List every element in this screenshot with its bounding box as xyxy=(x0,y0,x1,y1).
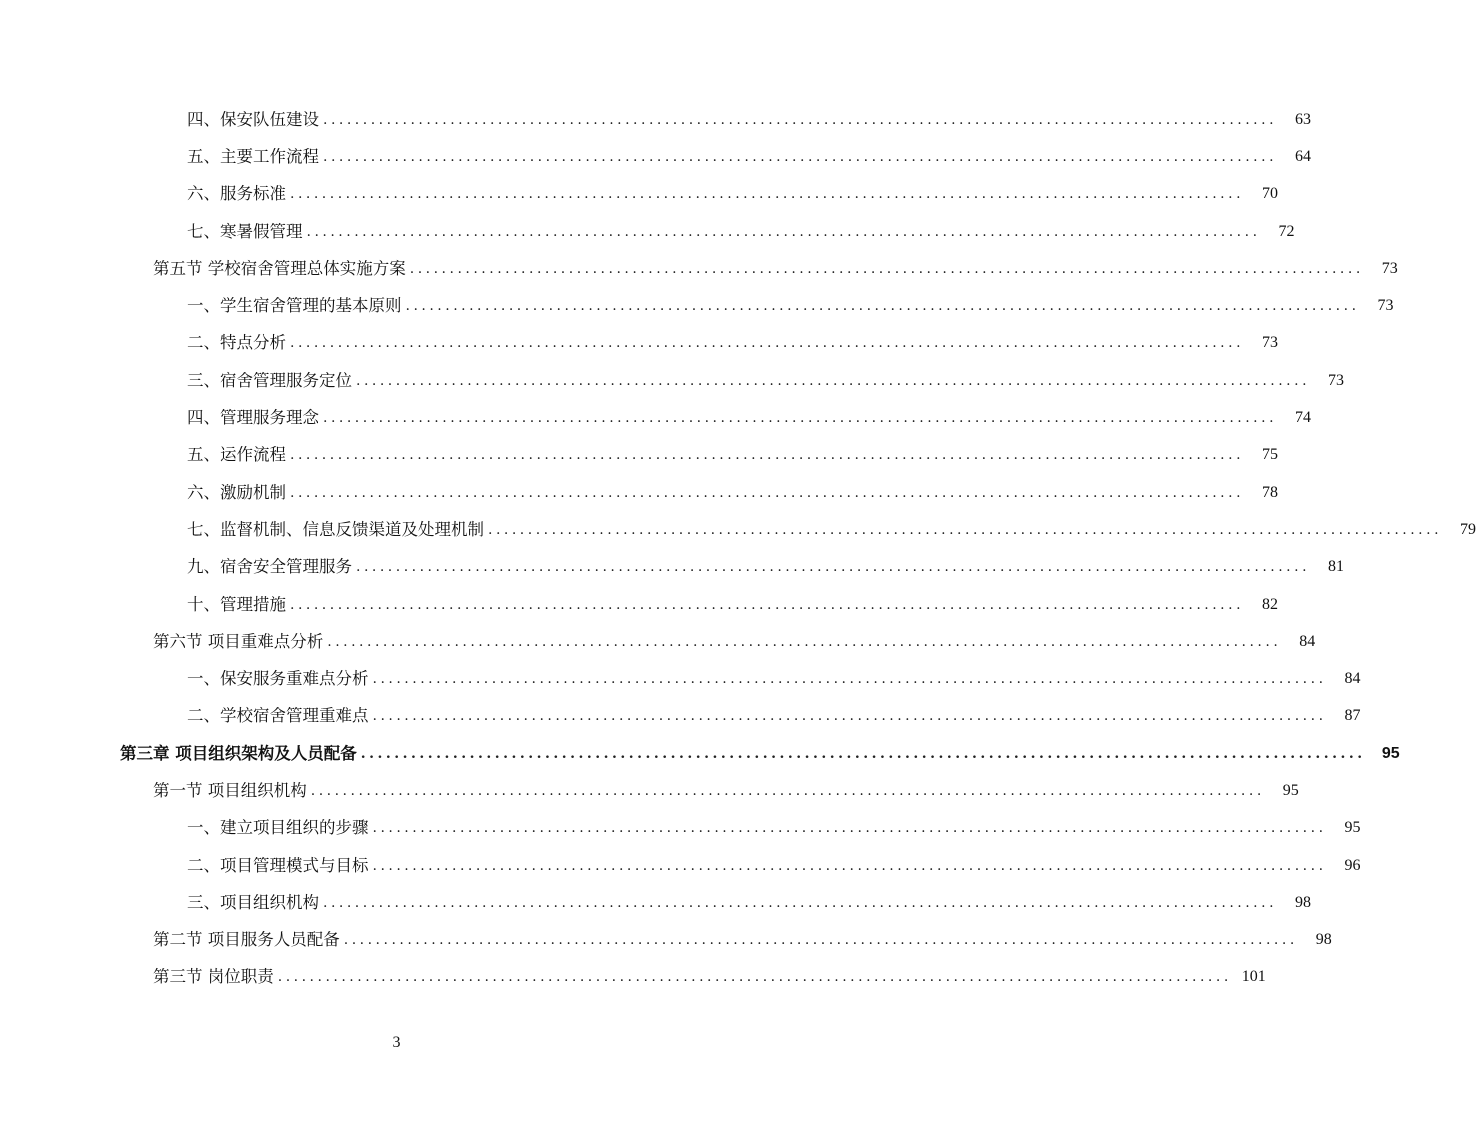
toc-entry-title: 五、运作流程 xyxy=(187,445,286,465)
toc-entry-page-number: 98 xyxy=(1295,893,1312,911)
toc-entry-title: 第三节 岗位职责 xyxy=(153,967,274,987)
toc-subsection-entry[interactable] xyxy=(0,325,1279,362)
toc-subsection-entry[interactable] xyxy=(0,287,1394,324)
toc-entry-title: 十、管理措施 xyxy=(187,594,286,614)
toc-entry-title: 第五节 学校宿舍管理总体实施方案 xyxy=(153,258,406,278)
table-of-contents xyxy=(0,101,1476,996)
toc-entry-page-number: 95 xyxy=(1344,819,1361,837)
toc-subsection-entry[interactable] xyxy=(0,437,1279,474)
toc-entry-title: 一、学生宿舍管理的基本原则 xyxy=(187,296,402,316)
toc-dot-leader: ........................................................................................................................ xyxy=(290,335,1245,352)
toc-entry-page-number: 82 xyxy=(1262,595,1279,613)
toc-subsection-entry[interactable] xyxy=(0,362,1345,399)
toc-entry-page-number: 72 xyxy=(1278,222,1295,240)
toc-entry-title: 九、宿舍安全管理服务 xyxy=(187,557,352,577)
toc-entry-page-number: 84 xyxy=(1299,632,1316,650)
toc-entry-page-number: 84 xyxy=(1344,670,1361,688)
toc-dot-leader: ........................................................................................................................ xyxy=(323,148,1278,165)
toc-entry-title: 六、激励机制 xyxy=(187,482,286,502)
toc-entry-title: 四、管理服务理念 xyxy=(187,408,319,428)
toc-section-entry[interactable] xyxy=(0,623,1316,660)
toc-entry-title: 七、寒暑假管理 xyxy=(187,221,303,241)
toc-subsection-entry[interactable] xyxy=(0,810,1361,847)
toc-subsection-entry[interactable] xyxy=(0,138,1312,175)
toc-dot-leader: ........................................................................................................................ xyxy=(323,111,1278,128)
toc-entry-page-number: 87 xyxy=(1344,707,1361,725)
toc-entry-title: 第六节 项目重难点分析 xyxy=(153,631,324,651)
toc-entry-page-number: 98 xyxy=(1315,931,1332,949)
toc-entry-title: 第一节 项目组织机构 xyxy=(153,780,307,800)
toc-dot-leader: ........................................................................................................................ xyxy=(290,447,1245,464)
toc-entry-title: 五、主要工作流程 xyxy=(187,146,319,166)
toc-dot-leader: ........................................................................................................................ xyxy=(372,671,1327,688)
toc-subsection-entry[interactable] xyxy=(0,884,1312,921)
toc-section-entry[interactable] xyxy=(0,922,1332,959)
toc-entry-page-number: 75 xyxy=(1262,446,1279,464)
toc-entry-title: 七、监督机制、信息反馈渠道及处理机制 xyxy=(187,519,484,539)
toc-dot-leader: ........................................................................................................................ xyxy=(360,745,1366,762)
toc-entry-page-number: 78 xyxy=(1262,483,1279,501)
toc-entry-page-number: 79 xyxy=(1460,520,1476,538)
toc-entry-title: 第二节 项目服务人员配备 xyxy=(153,930,340,950)
toc-dot-leader: ........................................................................................................................ xyxy=(277,969,1232,986)
toc-subsection-entry[interactable] xyxy=(0,474,1279,511)
toc-subsection-entry[interactable] xyxy=(0,660,1361,697)
toc-dot-leader: ........................................................................................................................ xyxy=(306,223,1261,240)
toc-entry-title: 一、保安服务重难点分析 xyxy=(187,669,369,689)
toc-dot-leader: ........................................................................................................................ xyxy=(310,782,1265,799)
toc-entry-page-number: 63 xyxy=(1295,110,1312,128)
toc-dot-leader: ........................................................................................................................ xyxy=(356,559,1311,576)
toc-entry-page-number: 73 xyxy=(1262,334,1279,352)
toc-entry-title: 六、服务标准 xyxy=(187,184,286,204)
toc-entry-title: 四、保安队伍建设 xyxy=(187,109,319,129)
toc-entry-page-number: 95 xyxy=(1282,781,1299,799)
toc-entry-title: 二、学校宿舍管理重难点 xyxy=(187,706,369,726)
toc-entry-title: 二、项目管理模式与目标 xyxy=(187,855,369,875)
toc-entry-page-number: 81 xyxy=(1328,558,1345,576)
toc-subsection-entry[interactable] xyxy=(0,399,1312,436)
toc-dot-leader: ........................................................................................................................ xyxy=(372,857,1327,874)
toc-dot-leader: ........................................................................................................................ xyxy=(372,708,1327,725)
toc-dot-leader: ........................................................................................................................ xyxy=(488,521,1443,538)
toc-entry-page-number: 73 xyxy=(1381,259,1398,277)
toc-entry-title: 二、特点分析 xyxy=(187,333,286,353)
toc-dot-leader: ........................................................................................................................ xyxy=(290,186,1245,203)
toc-entry-page-number: 64 xyxy=(1295,147,1312,165)
toc-dot-leader: ........................................................................................................................ xyxy=(323,894,1278,911)
toc-dot-leader: ........................................................................................................................ xyxy=(290,484,1245,501)
toc-entry-page-number: 74 xyxy=(1295,409,1312,427)
toc-entry-page-number: 95 xyxy=(1381,744,1400,762)
toc-section-entry[interactable] xyxy=(0,250,1398,287)
page-number: 3 xyxy=(392,1034,401,1051)
toc-entry-page-number: 96 xyxy=(1344,856,1361,874)
toc-subsection-entry[interactable] xyxy=(0,101,1312,138)
toc-dot-leader: ........................................................................................................................ xyxy=(356,372,1311,389)
toc-dot-leader: ........................................................................................................................ xyxy=(290,596,1245,613)
toc-dot-leader: ........................................................................................................................ xyxy=(405,298,1360,315)
toc-dot-leader: ........................................................................................................................ xyxy=(323,410,1278,427)
toc-entry-page-number: 73 xyxy=(1377,297,1394,315)
toc-entry-page-number: 70 xyxy=(1262,185,1279,203)
toc-subsection-entry[interactable] xyxy=(0,698,1361,735)
toc-subsection-entry[interactable] xyxy=(0,847,1361,884)
toc-entry-title: 一、建立项目组织的步骤 xyxy=(187,818,369,838)
toc-chapter-entry[interactable] xyxy=(0,735,1400,772)
toc-dot-leader: ........................................................................................................................ xyxy=(343,932,1298,949)
toc-entry-title: 三、项目组织机构 xyxy=(187,892,319,912)
toc-subsection-entry[interactable] xyxy=(0,176,1279,213)
toc-dot-leader: ........................................................................................................................ xyxy=(409,260,1364,277)
toc-subsection-entry[interactable] xyxy=(0,213,1295,250)
toc-section-entry[interactable] xyxy=(0,959,1266,996)
toc-dot-leader: ........................................................................................................................ xyxy=(327,633,1282,650)
toc-subsection-entry[interactable] xyxy=(0,586,1279,623)
toc-entry-page-number: 73 xyxy=(1328,371,1345,389)
toc-entry-page-number: 101 xyxy=(1241,968,1266,986)
toc-entry-title: 三、宿舍管理服务定位 xyxy=(187,370,352,390)
toc-section-entry[interactable] xyxy=(0,772,1299,809)
toc-dot-leader: ........................................................................................................................ xyxy=(372,820,1327,837)
toc-subsection-entry[interactable] xyxy=(0,511,1476,548)
toc-entry-title: 第三章 项目组织架构及人员配备 xyxy=(120,743,357,763)
toc-subsection-entry[interactable] xyxy=(0,549,1345,586)
